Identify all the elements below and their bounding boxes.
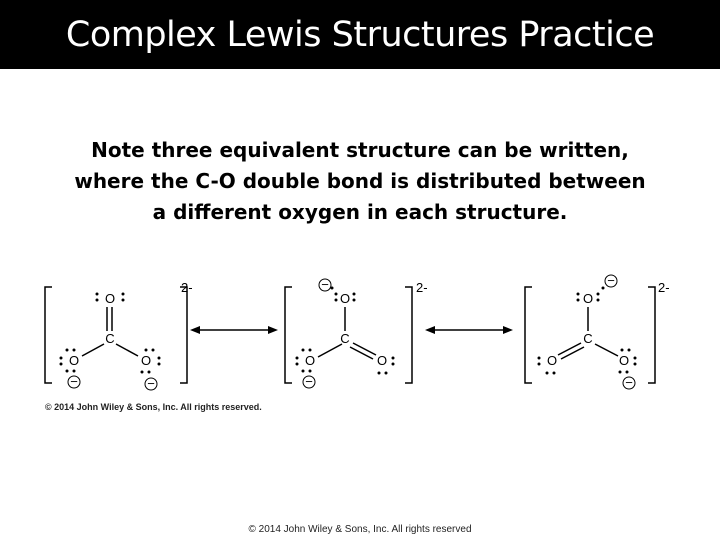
formal-charge-1b: − bbox=[147, 376, 155, 391]
formal-charge-3a: − bbox=[607, 273, 615, 288]
atom-c-1: C bbox=[105, 331, 115, 346]
bracket-right-1 bbox=[180, 287, 187, 383]
resonance-diagram bbox=[30, 265, 700, 415]
bracket-right-2 bbox=[405, 287, 412, 383]
formal-charge-2b: − bbox=[305, 374, 313, 389]
bracket-right-3 bbox=[648, 287, 655, 383]
bracket-left-2 bbox=[285, 287, 292, 383]
bracket-left-3 bbox=[525, 287, 532, 383]
bracket-left-1 bbox=[45, 287, 52, 383]
atom-o-left-1: O bbox=[68, 353, 80, 368]
ion-charge-1: 2- bbox=[181, 280, 193, 295]
atom-c-2: C bbox=[340, 331, 350, 346]
ion-charge-2: 2- bbox=[416, 280, 428, 295]
atom-c-3: C bbox=[583, 331, 593, 346]
atom-o-right-1: O bbox=[140, 353, 152, 368]
note-text: Note three equivalent structure can be written, where the C-O double bond is distributed between a different oxygen in each structure. bbox=[74, 138, 646, 224]
atom-o-top-3: O bbox=[582, 291, 594, 306]
ion-charge-3: 2- bbox=[658, 280, 670, 295]
formal-charge-1a: − bbox=[70, 374, 78, 389]
atom-o-top-1: O bbox=[104, 291, 116, 306]
formal-charge-3b: − bbox=[625, 375, 633, 390]
atom-o-right-2: O bbox=[376, 353, 388, 368]
atom-o-left-2: O bbox=[304, 353, 316, 368]
formal-charge-2a: − bbox=[321, 277, 329, 292]
footer-copyright: © 2014 John Wiley & Sons, Inc. All rights reserved bbox=[248, 524, 472, 535]
resonance-structures-figure bbox=[30, 265, 700, 415]
atom-o-right-3: O bbox=[618, 353, 630, 368]
atom-o-left-3: O bbox=[546, 353, 558, 368]
figure-copyright: © 2014 John Wiley & Sons, Inc. All rights reserved. bbox=[45, 402, 262, 412]
slide-title: Complex Lewis Structures Practice bbox=[65, 14, 655, 55]
atom-o-top-2: O bbox=[339, 291, 351, 306]
title-bar bbox=[0, 0, 720, 69]
